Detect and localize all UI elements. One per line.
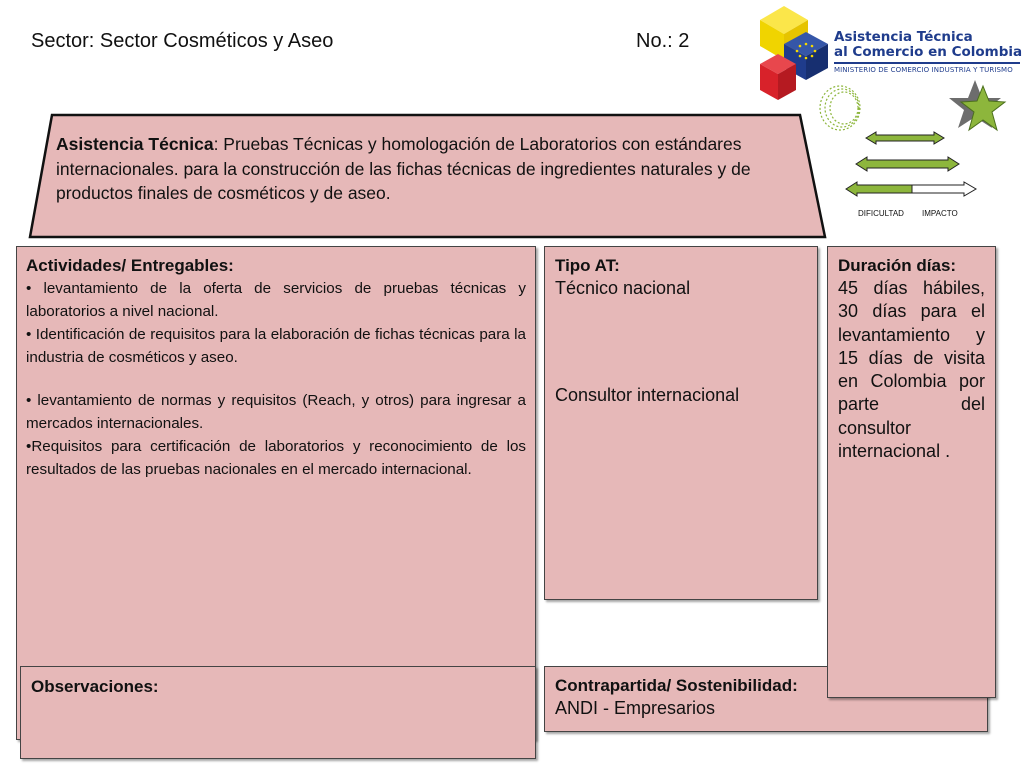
logo-title-line2: al Comercio en Colombia <box>834 44 1023 60</box>
sector-title: Sector: Sector Cosméticos y Aseo <box>31 30 334 52</box>
impacto-label: IMPACTO <box>922 209 958 218</box>
activities-title: Actividades/ Entregables: <box>26 256 234 275</box>
activity-item: • Identificación de requisitos para la elaboración de fichas técnicas para la industria de cosméticos y aseo. <box>26 326 526 366</box>
logo-subtitle: MINISTERIO DE COMERCIO INDUSTRIA Y TURISMO <box>834 66 1013 74</box>
assistance-type-box <box>544 246 818 600</box>
banner-description: : Pruebas Técnicas y homologación de Laboratorios con estándares internacionales. para la construcción de las fichas técnicas de ingredientes naturales y de productos finales de cosméticos y de aseo. <box>56 134 751 203</box>
assistance-type-value: Técnico nacional <box>555 278 691 298</box>
duration-box <box>827 246 996 698</box>
duration-text: 45 días hábiles, 30 días para el levantamiento y 15 días de visita en Colombia por parte del consultor internacional . <box>838 278 985 462</box>
assistance-type-value: Consultor internacional <box>555 385 740 405</box>
arrow-bottom-left-icon <box>846 182 912 196</box>
logo-divider <box>834 62 1020 64</box>
counterpart-title: Contrapartida/ Sostenibilidad: <box>555 676 798 695</box>
assistance-type-title: Tipo AT: <box>555 256 620 275</box>
slide-number: No.: 2 <box>636 30 690 52</box>
activity-item: •Requisitos para certificación de laboratorios y reconocimiento de los resultados de las pruebas nacionales en el mercado internacional. <box>26 438 526 478</box>
observations-box <box>20 666 536 759</box>
star-icon <box>949 80 1005 130</box>
arrow-bottom-right-icon <box>912 182 976 196</box>
counterpart-value: ANDI - Empresarios <box>555 698 716 718</box>
activity-item: • levantamiento de la oferta de servicios de pruebas técnicas y laboratorios a nivel nacional. <box>26 280 526 320</box>
banner-label: Asistencia Técnica <box>56 134 214 154</box>
technical-assistance-banner <box>28 112 828 240</box>
duration-title: Duración días: <box>838 256 957 275</box>
dificultad-label: DIFICULTAD <box>858 209 904 218</box>
banner-text <box>56 132 756 206</box>
arrow-top-icon <box>866 132 944 144</box>
arrow-middle-icon <box>856 157 959 171</box>
activity-item: • levantamiento de normas y requisitos (Reach, y otros) para ingresar a mercados internacionales. <box>26 392 526 432</box>
logo-title-line1: Asistencia Técnica <box>834 29 973 45</box>
observations-title: Observaciones: <box>31 677 159 696</box>
difficulty-impact-arrows <box>840 128 980 218</box>
